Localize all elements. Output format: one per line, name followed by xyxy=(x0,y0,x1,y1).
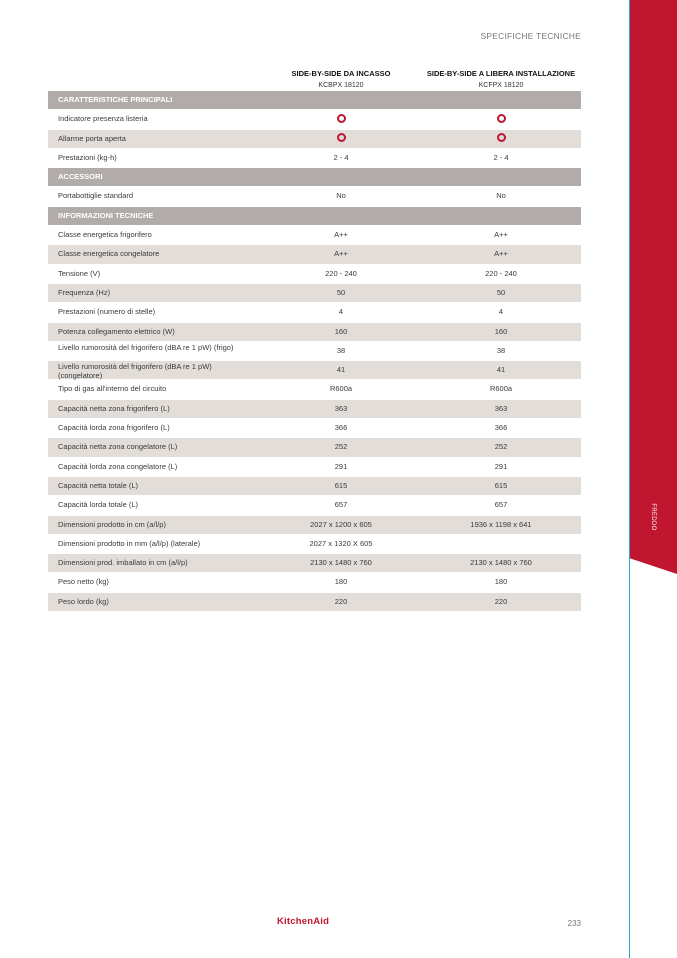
row-value-col-2: 160 xyxy=(494,326,508,336)
row-value-col-2: 2 - 4 xyxy=(493,152,509,162)
row-value-col-1: 160 xyxy=(334,326,348,336)
row-label: Peso netto (kg) xyxy=(58,577,109,587)
column-1-name: SIDE-BY-SIDE DA INCASSO xyxy=(291,69,391,78)
column-header-1 xyxy=(251,69,431,89)
row-value-col-2: 41 xyxy=(496,365,506,375)
row-value-col-1: 2027 x 1320 X 605 xyxy=(309,538,373,548)
table-row xyxy=(48,593,581,612)
spec-table xyxy=(48,91,581,612)
section-title: ACCESSORI xyxy=(58,172,103,182)
row-label: Dimensioni prodotto in cm (a/l/p) xyxy=(58,519,166,529)
table-row xyxy=(48,226,581,245)
table-row xyxy=(48,149,581,168)
side-tab xyxy=(629,0,677,558)
table-row xyxy=(48,380,581,399)
row-value-col-2: A++ xyxy=(494,230,508,240)
side-tab-label: FREDDO xyxy=(650,503,656,531)
ring-icon xyxy=(337,133,346,142)
row-value-col-1: 363 xyxy=(334,403,348,413)
row-label: Capacità lorda zona congelatore (L) xyxy=(58,461,178,471)
ring-icon xyxy=(337,114,346,123)
row-value-col-1: 41 xyxy=(336,365,346,375)
row-label: Capacità netta zona congelatore (L) xyxy=(58,442,178,452)
column-2-model: KCFPX 18120 xyxy=(478,82,524,89)
row-value-col-2: 220 - 240 xyxy=(485,268,517,278)
row-value-col-2: 2130 x 1480 x 760 xyxy=(470,558,532,568)
row-value-col-1: A++ xyxy=(334,230,348,240)
row-value-col-1: 2130 x 1480 x 760 xyxy=(310,558,372,568)
row-label: Tensione (V) xyxy=(58,268,101,278)
table-row xyxy=(48,554,581,573)
section-header-row xyxy=(48,168,581,187)
ring-icon xyxy=(497,114,506,123)
section-title: CARATTERISTICHE PRINCIPALI xyxy=(58,95,173,104)
row-value-col-2: No xyxy=(496,191,506,201)
column-header-2 xyxy=(411,69,591,89)
check-ring-icon xyxy=(251,110,431,128)
side-tab-fold xyxy=(629,558,677,574)
row-label: Portabottiglie standard xyxy=(58,191,134,201)
column-2-name: SIDE-BY-SIDE A LIBERA INSTALLAZIONE xyxy=(426,69,576,78)
row-value-col-1: No xyxy=(336,191,346,201)
row-value-col-2: 657 xyxy=(494,500,508,510)
table-row xyxy=(48,130,581,149)
check-ring-icon xyxy=(251,130,431,148)
section-header-row xyxy=(48,91,581,110)
row-label: Prestazioni (numero di stelle) xyxy=(58,307,156,317)
table-row xyxy=(48,419,581,438)
row-value-col-2: 4 xyxy=(498,307,504,317)
row-value-col-2: 291 xyxy=(494,461,508,471)
row-label: Allarme porta aperta xyxy=(58,133,126,143)
brand-logo: KitchenAid xyxy=(277,916,330,927)
table-row xyxy=(48,516,581,535)
row-label: Capacità netta zona frigorifero (L) xyxy=(58,403,170,413)
row-label: Indicatore presenza listeria xyxy=(58,114,148,124)
row-label: Livello rumorosità del frigorifero (dBA re 1 pW) (congelatore) xyxy=(58,362,212,381)
row-value-col-2: 38 xyxy=(496,345,506,355)
table-row xyxy=(48,342,581,361)
table-row xyxy=(48,573,581,592)
table-row xyxy=(48,303,581,322)
page-section-title: SPECIFICHE TECNICHE xyxy=(480,31,581,41)
side-divider-line xyxy=(629,0,630,958)
row-value-col-2: 50 xyxy=(496,287,506,297)
row-value-col-1: A++ xyxy=(334,249,348,259)
table-row xyxy=(48,361,581,380)
row-value-col-1: 38 xyxy=(336,345,346,355)
row-label: Prestazioni (kg-h) xyxy=(58,152,117,162)
row-label: Capacità lorda zona frigorifero (L) xyxy=(58,423,170,433)
row-value-col-2: 363 xyxy=(494,403,508,413)
ring-icon xyxy=(497,133,506,142)
row-label: Capacità netta totale (L) xyxy=(58,480,139,490)
row-value-col-2: 220 xyxy=(494,596,508,606)
row-value-col-1: 180 xyxy=(334,577,348,587)
page-number: 233 xyxy=(567,919,581,928)
row-value-col-2: R600a xyxy=(489,384,513,394)
row-label: Frequenza (Hz) xyxy=(58,287,111,297)
table-row xyxy=(48,477,581,496)
table-row xyxy=(48,400,581,419)
row-value-col-2: A++ xyxy=(494,249,508,259)
table-row xyxy=(48,110,581,129)
section-header-row xyxy=(48,207,581,226)
row-value-col-1: 2027 x 1200 x 605 xyxy=(310,519,372,529)
row-value-col-1: 50 xyxy=(336,287,346,297)
row-value-col-1: 220 - 240 xyxy=(325,268,357,278)
table-row xyxy=(48,284,581,303)
row-label: Dimensioni prodotto in mm (a/l/p) (laterale) xyxy=(58,538,201,548)
check-ring-icon xyxy=(411,110,591,128)
row-value-col-1: 657 xyxy=(334,500,348,510)
row-label: Capacità lorda totale (L) xyxy=(58,500,139,510)
table-row xyxy=(48,265,581,284)
row-value-col-1: 220 xyxy=(334,596,348,606)
row-value-col-1: 366 xyxy=(334,423,348,433)
table-row xyxy=(48,323,581,342)
row-label: Dimensioni prod. imballato in cm (a/l/p) xyxy=(58,558,188,568)
row-value-col-1: 252 xyxy=(334,442,348,452)
row-label: Potenza collegamento elettrico (W) xyxy=(58,326,175,336)
row-value-col-2: 180 xyxy=(494,577,508,587)
row-label: Livello rumorosità del frigorifero (dBA re 1 pW) (frigo) xyxy=(58,342,234,352)
section-title: INFORMAZIONI TECNICHE xyxy=(58,210,154,220)
row-value-col-2: 252 xyxy=(494,442,508,452)
row-value-col-1: 2 - 4 xyxy=(333,152,349,162)
row-label: Tipo di gas all'interno del circuito xyxy=(58,384,167,394)
row-value-col-1: 4 xyxy=(338,307,344,317)
row-value-col-1: 291 xyxy=(334,461,348,471)
row-value-col-1: R600a xyxy=(329,384,353,394)
row-label: Peso lordo (kg) xyxy=(58,596,109,606)
row-value-col-1: 615 xyxy=(334,480,348,490)
table-row xyxy=(48,535,581,554)
table-row xyxy=(48,187,581,206)
row-value-col-2: 366 xyxy=(494,423,508,433)
row-value-col-2: 615 xyxy=(494,480,508,490)
table-row xyxy=(48,496,581,515)
column-1-model: KCBPX 18120 xyxy=(318,82,364,89)
check-ring-icon xyxy=(411,130,591,148)
table-row xyxy=(48,458,581,477)
table-row xyxy=(48,438,581,457)
row-label: Classe energetica congelatore xyxy=(58,249,160,259)
row-label: Classe energetica frigorifero xyxy=(58,230,152,240)
row-value-col-2: 1936 x 1198 x 641 xyxy=(470,519,532,529)
table-row xyxy=(48,245,581,264)
